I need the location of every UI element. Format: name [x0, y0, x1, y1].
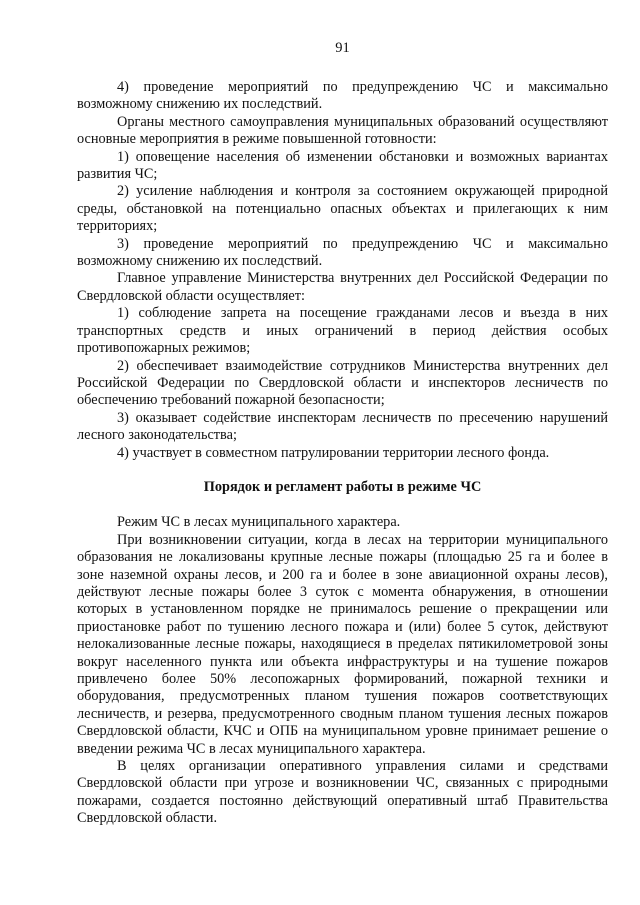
page-number: 91 — [335, 40, 350, 56]
paragraph: Режим ЧС в лесах муниципального характера. — [117, 514, 401, 531]
paragraph: 1) соблюдение запрета на посещение гражданами лесов и въезда в них транспортных средств и иных ограничений в период действия особых противопожарных режимов; — [77, 305, 608, 357]
paragraph: 4) участвует в совместном патрулировании территории лесного фонда. — [117, 444, 550, 461]
paragraph: 1) оповещение населения об изменении обстановки и возможных вариантах развития ЧС; — [77, 148, 608, 183]
paragraph: 4) проведение мероприятий по предупреждению ЧС и максимально возможному снижению их последствий. — [77, 79, 608, 113]
paragraph: 3) оказывает содействие инспекторам лесничеств по пресечению нарушений лесного законодательства; — [77, 409, 608, 444]
section-heading: Порядок и регламент работы в режиме ЧС — [203, 478, 482, 495]
paragraph: 2) усиление наблюдения и контроля за состоянием окружающей природной среды, обстановкой на потенциально опасных объектах и прилегающих к ним территориях; — [77, 183, 608, 235]
paragraph: В целях организации оперативного управления силами и средствами Свердловской области при угрозе и возникновении ЧС, связанных с природными пожарами, создается постоянно действующий оперативный штаб Правительства Свердловской области. — [77, 758, 608, 827]
paragraph: 3) проведение мероприятий по предупреждению ЧС и максимально возможному снижению их последствий. — [77, 235, 608, 270]
paragraph: 2) обеспечивает взаимодействие сотрудников Министерства внутренних дел Российской Федерации по Свердловской области и инспекторов лесничеств по обеспечению требований пожарной безопасности; — [77, 357, 608, 409]
document-body — [77, 79, 608, 828]
paragraph: Органы местного самоуправления муниципальных образований осуществляют основные мероприятия в режиме повышенной готовности: — [77, 113, 608, 148]
paragraph: Главное управление Министерства внутренних дел Российской Федерации по Свердловской области осуществляет: — [77, 270, 608, 304]
paragraph: При возникновении ситуации, когда в лесах на территории муниципального образования не локализованы крупные лесные пожары (площадью 25 га и более в зоне наземной охраны лесов, и 200 га и более в зоне авиационной охраны лесов), действуют лесные пожары более 3 суток с момента обнаружения, в отношении которых в установленном порядке не принималось решение о прекращении или приостановке работ по тушению лесного пожара и (или) более 5 суток, действуют нелокализованные лесные пожары, находящиеся в пределах пятикилометровой зоны вокруг населенного пункта или объекта инфраструктуры и на тушение пожаров привлечено более 50% лесопожарных формирований, пожарной техники и оборудования, предусмотренных планом тушения пожаров соответствующих лесничеств, и резерва, предусмотренного сводным планом тушения лесных пожаров Свердловской области, КЧС и ОПБ на муниципальном уровне принимает решение о введении режима ЧС в лесах муниципального характера. — [77, 531, 608, 757]
